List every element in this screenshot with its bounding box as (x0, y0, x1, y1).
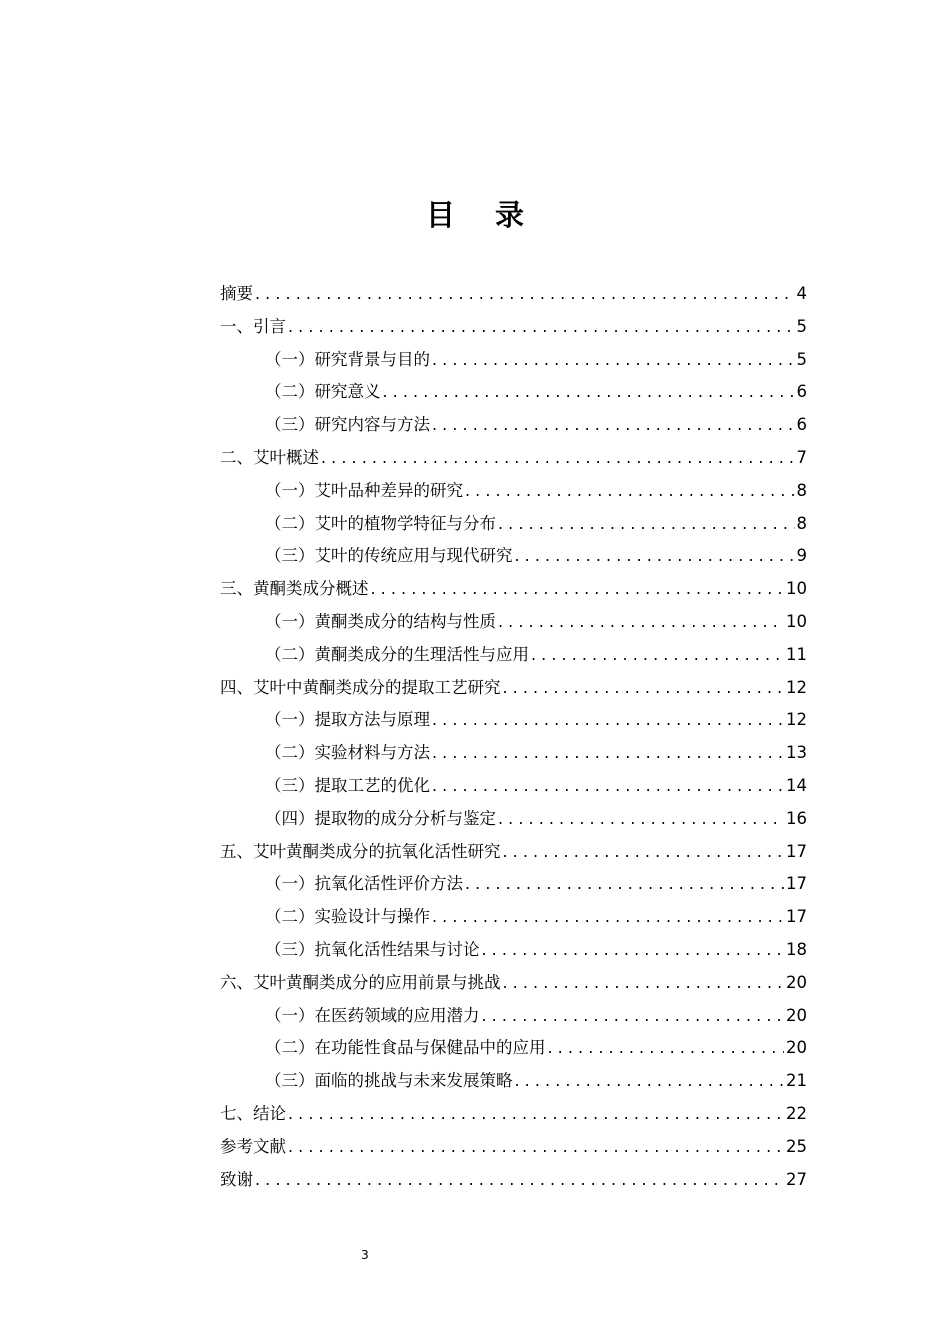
toc-entry-label: （二）在功能性食品与保健品中的应用 (265, 1038, 546, 1058)
toc-entry-page: 25 (786, 1136, 807, 1156)
toc-entry-page: 5 (796, 316, 807, 336)
toc-entry-label: 三、黄酮类成分概述 (220, 579, 369, 599)
toc-entry-label: （三）抗氧化活性结果与讨论 (265, 939, 480, 959)
toc-entry[interactable] (220, 967, 807, 1000)
toc-dot-leader (432, 409, 795, 442)
toc-dot-leader (371, 573, 785, 606)
toc-dot-leader (432, 901, 784, 934)
toc-entry-page: 9 (796, 546, 807, 566)
toc-dot-leader (288, 311, 795, 344)
toc-entry-page: 10 (786, 579, 807, 599)
toc-dot-leader (515, 1065, 785, 1098)
toc-dot-leader (498, 508, 795, 541)
toc-entry[interactable] (220, 376, 807, 409)
toc-entry-label: （三）研究内容与方法 (265, 415, 430, 435)
toc-entry[interactable] (220, 409, 807, 442)
toc-entry[interactable] (220, 508, 807, 541)
toc-entry[interactable] (220, 573, 807, 606)
toc-entry-label: 五、艾叶黄酮类成分的抗氧化活性研究 (220, 841, 501, 861)
toc-entry-label: 二、艾叶概述 (220, 447, 319, 467)
toc-entry[interactable] (220, 278, 807, 311)
toc-entry[interactable] (220, 475, 807, 508)
toc-entry[interactable] (220, 311, 807, 344)
toc-entry-label: （三）面临的挑战与未来发展策略 (265, 1071, 513, 1091)
toc-entry-label: （二）实验设计与操作 (265, 907, 430, 927)
toc-entry[interactable] (220, 639, 807, 672)
toc-dot-leader (321, 442, 795, 475)
toc-entry-label: （二）研究意义 (265, 382, 381, 402)
toc-entry-page: 8 (796, 513, 807, 533)
toc-entry-page: 20 (786, 1038, 807, 1058)
toc-entry-page: 20 (786, 972, 807, 992)
toc-entry[interactable] (220, 1065, 807, 1098)
toc-entry[interactable] (220, 868, 807, 901)
toc-entry[interactable] (220, 540, 807, 573)
toc-entry-label: （一）抗氧化活性评价方法 (265, 874, 463, 894)
toc-entry[interactable] (220, 672, 807, 705)
toc-entry-page: 21 (786, 1071, 807, 1091)
toc-entry-label: （一）在医药领域的应用潜力 (265, 1005, 480, 1025)
toc-entry-page: 16 (786, 808, 807, 828)
toc-dot-leader (498, 803, 784, 836)
toc-dot-leader (465, 868, 784, 901)
toc-entry-page: 6 (796, 415, 807, 435)
toc-entry-page: 10 (786, 611, 807, 631)
toc-entry[interactable] (220, 1000, 807, 1033)
toc-entry-label: 参考文献 (220, 1136, 286, 1156)
toc-entry[interactable] (220, 442, 807, 475)
toc-entry-label: （二）黄酮类成分的生理活性与应用 (265, 644, 529, 664)
toc-entry-page: 17 (786, 841, 807, 861)
toc-dot-leader (548, 1032, 785, 1065)
toc-dot-leader (255, 1164, 784, 1197)
toc-entry-page: 20 (786, 1005, 807, 1025)
toc-dot-leader (531, 639, 784, 672)
toc-entry-page: 12 (786, 677, 807, 697)
toc-dot-leader (432, 704, 784, 737)
toc-entry[interactable] (220, 1164, 807, 1197)
toc-entry-label: 致谢 (220, 1169, 253, 1189)
toc-entry-label: （四）提取物的成分分析与鉴定 (265, 808, 496, 828)
toc-dot-leader (432, 770, 784, 803)
toc-entry-page: 8 (796, 480, 807, 500)
toc-entry-label: （二）艾叶的植物学特征与分布 (265, 513, 496, 533)
toc-entry[interactable] (220, 344, 807, 377)
page-title (0, 195, 950, 235)
toc-entry[interactable] (220, 1098, 807, 1131)
toc-entry-label: 一、引言 (220, 316, 286, 336)
toc-entry-page: 27 (786, 1169, 807, 1189)
toc-entry-page: 14 (786, 775, 807, 795)
toc-entry-page: 5 (796, 349, 807, 369)
toc-entry[interactable] (220, 770, 807, 803)
toc-entry-label: 摘要 (220, 284, 253, 303)
toc-entry[interactable] (220, 934, 807, 967)
toc-dot-leader (432, 344, 795, 377)
toc-entry-label: 四、艾叶中黄酮类成分的提取工艺研究 (220, 677, 501, 697)
toc-entry-label: （三）艾叶的传统应用与现代研究 (265, 546, 513, 566)
toc-entry-label: 六、艾叶黄酮类成分的应用前景与挑战 (220, 972, 501, 992)
toc-entry[interactable] (220, 737, 807, 770)
toc-dot-leader (288, 1131, 784, 1164)
toc-entry[interactable] (220, 1032, 807, 1065)
toc-entry-page: 17 (786, 874, 807, 894)
toc-dot-leader (503, 836, 785, 869)
toc-entry[interactable] (220, 803, 807, 836)
toc-entry[interactable] (220, 901, 807, 934)
toc-entry-label: （三）提取工艺的优化 (265, 775, 430, 795)
toc-entry[interactable] (220, 836, 807, 869)
toc-dot-leader (482, 1000, 785, 1033)
toc-dot-leader (255, 278, 795, 311)
toc-entry-page: 18 (786, 939, 807, 959)
toc-dot-leader (383, 376, 795, 409)
title-char-2: 录 (495, 198, 525, 233)
toc-entry-page: 11 (786, 644, 807, 664)
toc-entry-page: 12 (786, 710, 807, 730)
title-char-1: 目 (425, 198, 455, 233)
toc-entry-label: 七、结论 (220, 1103, 286, 1123)
toc-entry-page: 13 (786, 743, 807, 763)
toc-entry[interactable] (220, 606, 807, 639)
toc-dot-leader (515, 540, 795, 573)
toc-entry[interactable] (220, 1131, 807, 1164)
toc-dot-leader (432, 737, 784, 770)
toc-entry-label: （一）黄酮类成分的结构与性质 (265, 611, 496, 631)
toc-entry-label: （二）实验材料与方法 (265, 743, 430, 763)
toc-dot-leader (288, 1098, 784, 1131)
toc-entry-page: 7 (796, 447, 807, 467)
toc-dot-leader (482, 934, 785, 967)
toc-entry-page: 6 (796, 382, 807, 402)
toc-entry-page: 22 (786, 1103, 807, 1123)
toc-dot-leader (503, 967, 785, 1000)
toc-entry[interactable] (220, 704, 807, 737)
toc-dot-leader (498, 606, 784, 639)
page-number: 3 (361, 1248, 369, 1262)
toc-entry-page: 17 (786, 907, 807, 927)
toc-dot-leader (465, 475, 795, 508)
toc-entry-label: （一）艾叶品种差异的研究 (265, 480, 463, 500)
table-of-contents (220, 278, 807, 1196)
toc-dot-leader (503, 672, 785, 705)
toc-entry-label: （一）提取方法与原理 (265, 710, 430, 730)
toc-entry-page: 4 (796, 284, 807, 303)
toc-entry-label: （一）研究背景与目的 (265, 349, 430, 369)
